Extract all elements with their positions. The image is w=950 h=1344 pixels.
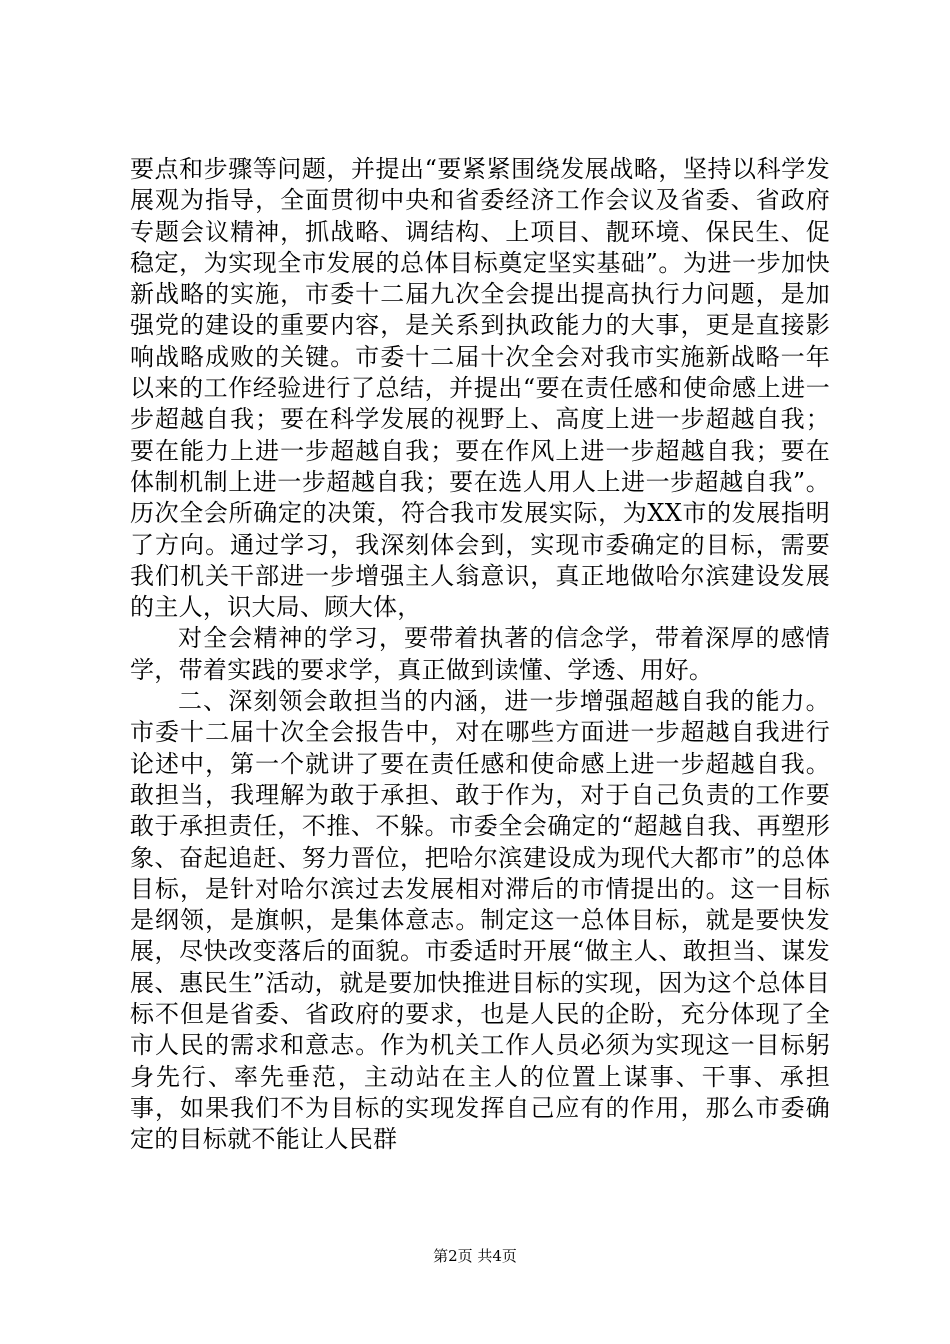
page-number-footer: 第2页 共4页 [433, 1247, 517, 1265]
document-body [130, 154, 830, 1156]
paragraph-2: 对全会精神的学习，要带着执著的信念学，带着深厚的感情学，带着实践的要求学，真正做到读懂、学透、用好。 [130, 624, 830, 684]
paragraph-3: 二、深刻领会敢担当的内涵，进一步增强超越自我的能力。市委十二届十次全会报告中，对在哪些方面进一步超越自我进行论述中，第一个就讲了要在责任感和使命感上进一步超越自我。敢担当，我理解为敢于承担、敢于作为，对于自己负责的工作要敢于承担责任，不推、不躲。市委全会确定的“超越自我、再塑形象、奋起追赶、努力晋位，把哈尔滨建设成为现代大都市”的总体目标，是针对哈尔滨过去发展相对滞后的市情提出的。这一目标是纲领，是旗帜，是集体意志。制定这一总体目标，就是要快发展，尽快改变落后的面貌。市委适时开展“做主人、敢担当、谋发展、惠民生”活动，就是要加快推进目标的实现，因为这个总体目标不但是省委、省政府的要求，也是人民的企盼，充分体现了全市人民的需求和意志。作为机关工作人员必须为实现这一目标躬身先行、率先垂范，主动站在主人的位置上谋事、干事、承担事，如果我们不为目标的实现发挥自己应有的作用，那么市委确定的目标就不能让人民群 [130, 687, 830, 1154]
paragraph-1: 要点和步骤等问题，并提出“要紧紧围绕发展战略，坚持以科学发展观为指导，全面贯彻中央和省委经济工作会议及省委、省政府专题会议精神，抓战略、调结构、上项目、靓环境、保民生、促稳定，为实现全市发展的总体目标奠定坚实基础”。为进一步加快新战略的实施，市委十二届九次全会提出提高执行力问题，是加强党的建设的重要内容，是关系到执政能力的大事，更是直接影响战略成败的关键。市委十二届十次全会对我市实施新战略一年以来的工作经验进行了总结，并提出“要在责任感和使命感上进一步超越自我；要在科学发展的视野上、高度上进一步超越自我；要在能力上进一步超越自我；要在作风上进一步超越自我；要在体制机制上进一步超越自我；要在选人用人上进一步超越自我”。历次全会所确定的决策，符合我市发展实际，为XX市的发展指明了方向。通过学习，我深刻体会到，实现市委确定的目标，需要我们机关干部进一步增强主人翁意识，真正地做哈尔滨建设发展的主人，识大局、顾大体， [130, 155, 830, 622]
